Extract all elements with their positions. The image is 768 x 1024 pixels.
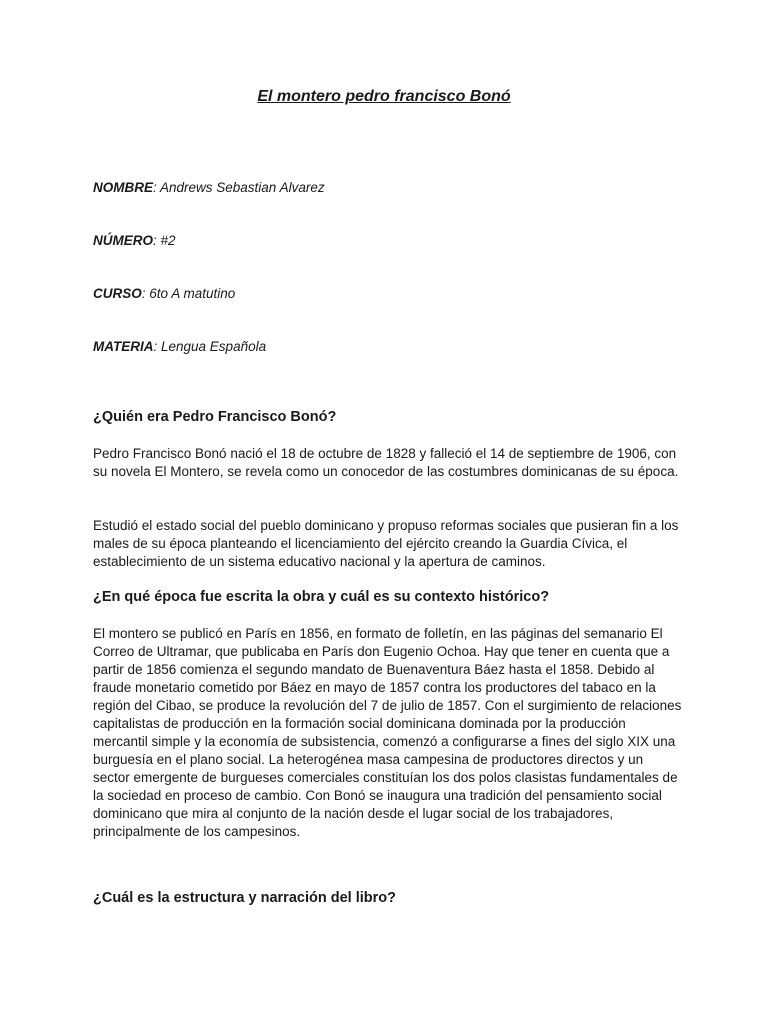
field-curso (93, 286, 235, 301)
field-nombre-label: NOMBRE (93, 180, 153, 195)
field-numero (93, 233, 176, 248)
section-paragraph: El montero se publicó en París en 1856, en formato de folletín, en las páginas del semanario El Correo de Ultramar, que publicaba en París don Eugenio Ochoa. Hay que tener en cuenta que a partir de 1856 comienza el segundo mandato de Buenaventura Báez hasta el 1858. Debido al fraude monetario cometido por Báez en mayo de 1857 contra los productores del tabaco en la región del Cibao, se produce la revolución del 7 de julio de 1857. Con el surgimiento de relaciones capitalistas de producción en la formación social dominicana dominada por la producción mercantil simple y la economía de subsistencia, comenzó a configurarse a fines del siglo XIX una burguesía en el plano social. La heterogénea masa campesina de productores directos y un sector emergente de burgueses comerciales constituían los dos polos clasistas fundamentales de la sociedad en proceso de cambio. Con Bonó se inaugura una tradición del pensamiento social dominicano que mira al conjunto de la nación desde el lugar social de los trabajadores, principalmente de los campesinos. (93, 626, 682, 839)
field-numero-label: NÚMERO (93, 233, 153, 248)
field-nombre (93, 180, 325, 195)
field-materia-value: : Lengua Española (153, 339, 267, 354)
field-curso-label: CURSO (93, 286, 142, 301)
field-numero-value: : #2 (153, 233, 176, 248)
section-paragraph: Pedro Francisco Bonó nació el 18 de octubre de 1828 y falleció el 14 de septiembre de 1906, con su novela El Montero, se revela como un conocedor de las costumbres dominicanas de su época. (93, 446, 679, 479)
field-materia (93, 339, 266, 354)
section-heading-epoca: ¿En qué época fue escrita la obra y cuál es su contexto histórico? (93, 589, 550, 605)
field-curso-value: : 6to A matutino (141, 286, 236, 301)
document-title: El montero pedro francisco Bonó (257, 88, 511, 105)
field-nombre-value: : Andrews Sebastian Alvarez (153, 180, 325, 195)
section-paragraph: Estudió el estado social del pueblo dominicano y propuso reformas sociales que pusieran fin a los males de su época planteando el licenciamiento del ejército creando la Guardia Cívica, el establecimiento de un sistema educativo nacional y la apertura de caminos. (93, 518, 679, 569)
section-heading-quien: ¿Quién era Pedro Francisco Bonó? (93, 409, 337, 425)
field-materia-label: MATERIA (93, 339, 154, 354)
section-heading-estructura: ¿Cuál es la estructura y narración del libro? (93, 890, 396, 906)
